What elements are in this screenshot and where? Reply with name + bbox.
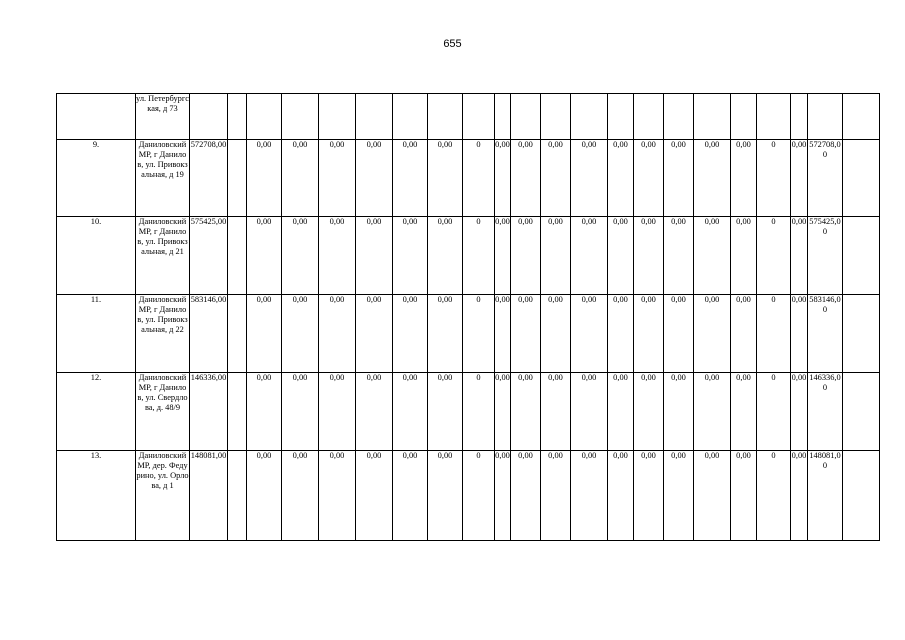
value-cell xyxy=(608,94,634,140)
total-cell: 575425,00 xyxy=(190,217,228,295)
value-cell xyxy=(282,94,319,140)
value-cell xyxy=(634,94,664,140)
row-number-cell: 10. xyxy=(57,217,136,295)
value-cell: 0,00 xyxy=(634,140,664,217)
value-cell: 0 xyxy=(463,217,495,295)
value-cell: 0,00 xyxy=(393,295,428,373)
value-cell: 0,00 xyxy=(393,217,428,295)
value-cell: 0,00 xyxy=(356,217,393,295)
value-cell: 148081,00 xyxy=(808,451,843,541)
value-cell xyxy=(228,373,247,451)
value-cell: 0,00 xyxy=(664,451,694,541)
value-cell: 0,00 xyxy=(664,140,694,217)
value-cell xyxy=(843,451,880,541)
value-cell: 0,00 xyxy=(731,217,757,295)
value-cell: 0,00 xyxy=(731,451,757,541)
value-cell: 0,00 xyxy=(608,295,634,373)
table-row xyxy=(57,94,880,140)
value-cell xyxy=(664,94,694,140)
value-cell: 0,00 xyxy=(247,217,282,295)
address-cell: Даниловский МР, дер. Федурино, ул. Орлова, д 1 xyxy=(136,451,190,541)
value-cell: 0,00 xyxy=(791,217,808,295)
value-cell: 0,00 xyxy=(571,373,608,451)
value-cell: 572708,00 xyxy=(808,140,843,217)
value-cell: 0,00 xyxy=(428,295,463,373)
value-cell xyxy=(731,94,757,140)
value-cell: 0 xyxy=(463,451,495,541)
value-cell: 0,00 xyxy=(495,295,511,373)
value-cell: 0,00 xyxy=(791,140,808,217)
value-cell xyxy=(428,94,463,140)
value-cell xyxy=(843,217,880,295)
value-cell: 0,00 xyxy=(731,295,757,373)
row-number-cell: 13. xyxy=(57,451,136,541)
value-cell: 0,00 xyxy=(694,373,731,451)
value-cell: 0,00 xyxy=(608,217,634,295)
total-cell: 148081,00 xyxy=(190,451,228,541)
value-cell: 0,00 xyxy=(247,451,282,541)
value-cell xyxy=(511,94,541,140)
value-cell: 0,00 xyxy=(319,373,356,451)
value-cell: 583146,00 xyxy=(808,295,843,373)
value-cell: 0,00 xyxy=(571,140,608,217)
value-cell: 0,00 xyxy=(664,217,694,295)
table-row xyxy=(57,140,880,217)
value-cell: 0,00 xyxy=(694,140,731,217)
value-cell: 0,00 xyxy=(634,451,664,541)
value-cell: 0,00 xyxy=(282,373,319,451)
value-cell: 0,00 xyxy=(247,373,282,451)
value-cell: 0,00 xyxy=(428,373,463,451)
value-cell xyxy=(319,94,356,140)
value-cell: 0,00 xyxy=(495,451,511,541)
value-cell: 0,00 xyxy=(428,451,463,541)
value-cell: 0,00 xyxy=(393,373,428,451)
value-cell: 0 xyxy=(757,373,791,451)
value-cell: 0,00 xyxy=(694,451,731,541)
value-cell xyxy=(757,94,791,140)
value-cell xyxy=(463,94,495,140)
value-cell: 0,00 xyxy=(319,217,356,295)
address-cell: Даниловский МР, г Данилов, ул. Привокзальная, д 19 xyxy=(136,140,190,217)
value-cell: 0,00 xyxy=(634,217,664,295)
value-cell: 575425,00 xyxy=(808,217,843,295)
table-row xyxy=(57,295,880,373)
value-cell: 0,00 xyxy=(511,295,541,373)
page-number: 655 xyxy=(443,38,462,50)
value-cell: 0 xyxy=(463,373,495,451)
address-cell: Даниловский МР, г Данилов, ул. Привокзальная, д 21 xyxy=(136,217,190,295)
value-cell xyxy=(228,217,247,295)
value-cell: 0,00 xyxy=(356,140,393,217)
value-cell: 0,00 xyxy=(541,295,571,373)
value-cell xyxy=(228,451,247,541)
value-cell: 0,00 xyxy=(282,295,319,373)
value-cell xyxy=(247,94,282,140)
value-cell: 0,00 xyxy=(356,451,393,541)
value-cell xyxy=(495,94,511,140)
value-cell xyxy=(541,94,571,140)
value-cell: 0,00 xyxy=(495,373,511,451)
value-cell: 0,00 xyxy=(393,451,428,541)
value-cell xyxy=(228,94,247,140)
table-row xyxy=(57,217,880,295)
value-cell: 0,00 xyxy=(541,217,571,295)
value-cell: 0 xyxy=(757,295,791,373)
value-cell: 0,00 xyxy=(731,140,757,217)
value-cell xyxy=(843,140,880,217)
value-cell: 0 xyxy=(757,140,791,217)
value-cell: 0 xyxy=(757,217,791,295)
value-cell: 0,00 xyxy=(282,451,319,541)
value-cell: 0,00 xyxy=(608,140,634,217)
total-cell: 146336,00 xyxy=(190,373,228,451)
row-number-cell: 12. xyxy=(57,373,136,451)
value-cell: 0,00 xyxy=(541,373,571,451)
value-cell: 146336,00 xyxy=(808,373,843,451)
value-cell: 0,00 xyxy=(356,295,393,373)
value-cell: 0,00 xyxy=(356,373,393,451)
value-cell: 0,00 xyxy=(511,373,541,451)
total-cell: 583146,00 xyxy=(190,295,228,373)
total-cell: 572708,00 xyxy=(190,140,228,217)
value-cell: 0,00 xyxy=(664,295,694,373)
address-cell: ул. Петербургская, д 73 xyxy=(136,94,190,140)
row-number-cell: 9. xyxy=(57,140,136,217)
value-cell xyxy=(356,94,393,140)
value-cell: 0,00 xyxy=(731,373,757,451)
value-cell: 0,00 xyxy=(541,140,571,217)
value-cell xyxy=(571,94,608,140)
value-cell: 0,00 xyxy=(247,140,282,217)
value-cell: 0,00 xyxy=(608,373,634,451)
value-cell: 0,00 xyxy=(495,140,511,217)
address-cell: Даниловский МР, г Данилов, ул. Свердлова, д. 48/9 xyxy=(136,373,190,451)
table-row xyxy=(57,373,880,451)
row-number-cell xyxy=(57,94,136,140)
value-cell xyxy=(843,373,880,451)
value-cell: 0,00 xyxy=(282,140,319,217)
value-cell xyxy=(228,140,247,217)
value-cell xyxy=(393,94,428,140)
value-cell xyxy=(808,94,843,140)
value-cell: 0,00 xyxy=(571,451,608,541)
value-cell: 0,00 xyxy=(664,373,694,451)
value-cell: 0,00 xyxy=(608,451,634,541)
value-cell xyxy=(694,94,731,140)
value-cell xyxy=(843,94,880,140)
row-number-cell: 11. xyxy=(57,295,136,373)
value-cell: 0,00 xyxy=(694,295,731,373)
table-row xyxy=(57,451,880,541)
value-cell: 0,00 xyxy=(247,295,282,373)
value-cell: 0,00 xyxy=(791,373,808,451)
value-cell: 0,00 xyxy=(319,295,356,373)
total-cell xyxy=(190,94,228,140)
value-cell xyxy=(228,295,247,373)
value-cell: 0,00 xyxy=(541,451,571,541)
value-cell: 0 xyxy=(463,295,495,373)
value-cell xyxy=(791,94,808,140)
value-cell: 0 xyxy=(463,140,495,217)
value-cell: 0,00 xyxy=(428,217,463,295)
value-cell: 0,00 xyxy=(571,295,608,373)
value-cell: 0,00 xyxy=(282,217,319,295)
value-cell: 0,00 xyxy=(511,451,541,541)
value-cell: 0,00 xyxy=(791,295,808,373)
address-cell: Даниловский МР, г Данилов, ул. Привокзальная, д 22 xyxy=(136,295,190,373)
value-cell: 0,00 xyxy=(428,140,463,217)
value-cell: 0,00 xyxy=(393,140,428,217)
value-cell: 0,00 xyxy=(495,217,511,295)
data-table xyxy=(56,93,880,541)
value-cell: 0,00 xyxy=(511,140,541,217)
value-cell: 0,00 xyxy=(634,373,664,451)
value-cell: 0,00 xyxy=(634,295,664,373)
value-cell: 0,00 xyxy=(571,217,608,295)
value-cell xyxy=(843,295,880,373)
value-cell: 0,00 xyxy=(694,217,731,295)
value-cell: 0,00 xyxy=(511,217,541,295)
value-cell: 0 xyxy=(757,451,791,541)
value-cell: 0,00 xyxy=(319,140,356,217)
value-cell: 0,00 xyxy=(791,451,808,541)
value-cell: 0,00 xyxy=(319,451,356,541)
